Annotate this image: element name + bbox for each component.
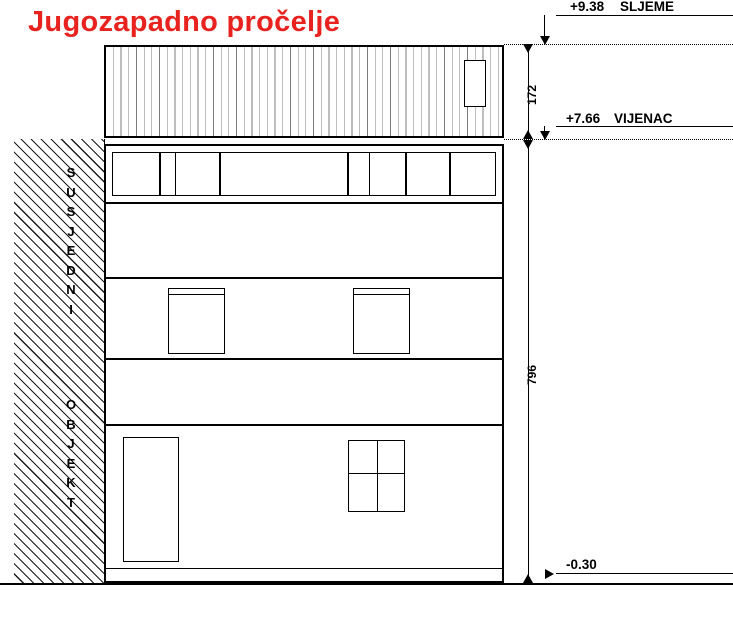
window-middle-right <box>353 288 410 354</box>
window-top-3 <box>220 152 348 196</box>
label-letter: U <box>66 184 76 200</box>
window-transom <box>354 294 409 295</box>
total-height-dim-line <box>528 139 529 583</box>
roof-dim-arrow-bottom <box>523 130 533 139</box>
window-top-2 <box>160 152 220 196</box>
label-letter: O <box>65 397 77 412</box>
window-mullion <box>377 441 378 511</box>
floor-band-4 <box>104 358 504 360</box>
sljeme-level-rule <box>556 15 733 16</box>
window-mullion <box>175 153 176 195</box>
floor-band-3 <box>104 277 504 279</box>
window-top-1 <box>112 152 160 196</box>
sljeme-level-name: SLJEME <box>620 0 675 14</box>
label-letter: K <box>66 475 76 490</box>
vijenac-arrow <box>540 131 550 140</box>
roof-dim-arrow-top <box>523 44 533 53</box>
label-letter: S <box>66 204 76 219</box>
terrain-arrow <box>545 569 554 579</box>
sljeme-arrow <box>540 36 550 45</box>
floor-band-5 <box>104 424 504 426</box>
label-letter: E <box>66 243 76 258</box>
window-middle-left <box>168 288 225 354</box>
page-title: Jugozapadno pročelje <box>28 6 341 38</box>
label-letter: D <box>66 262 76 278</box>
total-dim-arrow-top <box>523 140 533 149</box>
window-mullion <box>369 153 370 195</box>
window-top-4 <box>348 152 406 196</box>
neighbour-label-susjedni <box>60 163 82 319</box>
terrain-line <box>0 583 733 585</box>
floor-band-2 <box>104 202 504 204</box>
total-height-value: 796 <box>525 364 539 385</box>
window-top-5 <box>406 152 450 196</box>
label-letter: S <box>66 165 76 180</box>
window-transom <box>349 473 404 474</box>
floor-band-cornice <box>104 144 504 146</box>
label-letter: J <box>67 223 75 239</box>
vijenac-level-value: +7.66 <box>566 111 601 126</box>
label-letter: J <box>67 436 75 451</box>
roof-window <box>464 60 486 107</box>
label-letter: I <box>69 301 73 317</box>
label-letter: B <box>66 416 76 432</box>
vijenac-leader <box>544 126 545 139</box>
plinth-line <box>104 568 504 569</box>
vijenac-level-rule <box>556 126 733 127</box>
terrain-level-rule <box>556 573 733 574</box>
neighbour-label-objekt <box>60 395 82 512</box>
label-letter: E <box>66 455 76 471</box>
total-dim-arrow-bottom <box>523 574 533 583</box>
sljeme-level-value: +9.38 <box>570 0 605 14</box>
window-ground-right <box>348 440 405 512</box>
door-ground-left <box>123 437 179 562</box>
window-top-6 <box>450 152 496 196</box>
window-transom <box>169 294 224 295</box>
label-letter: N <box>66 282 76 297</box>
terrain-level-value: -0.30 <box>566 557 597 572</box>
sljeme-extension-line <box>504 44 733 45</box>
vijenac-extension-line <box>504 139 733 140</box>
label-letter: T <box>67 494 75 510</box>
vijenac-level-name: VIJENAC <box>614 111 673 126</box>
roof-height-value: 172 <box>525 84 539 105</box>
sljeme-leader <box>544 15 545 44</box>
roof-volume <box>104 45 504 138</box>
